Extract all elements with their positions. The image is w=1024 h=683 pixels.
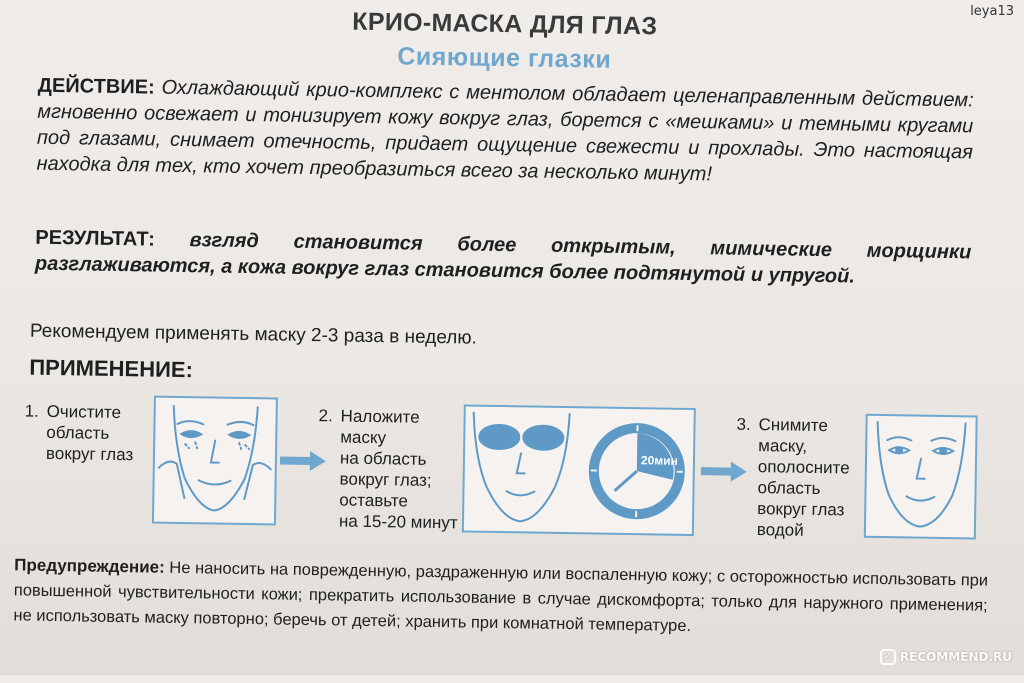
product-title: КРИО-МАСКА ДЛЯ ГЛАЗ — [5, 2, 1005, 47]
step-line: маску — [340, 427, 459, 450]
step-line: водой — [757, 519, 849, 541]
recommend-watermark-text: RECOMMEND.RU — [900, 650, 1012, 664]
step-line: Снимите — [758, 414, 850, 436]
step-line: на область — [340, 448, 459, 471]
user-watermark: leya13 — [970, 4, 1014, 19]
step-line: вокруг глаз — [757, 498, 849, 520]
step-1 — [24, 401, 134, 466]
step-line: вокруг глаз; — [339, 469, 458, 492]
action-text: Охлаждающий крио-комплекс с ментолом обладает целенаправленным действием: мгновенно освежает и тонизирует кожу вокруг глаз, борется с «мешками» и темными кругами под глазами, снимает отечность, придает ощущение свежести и прохлады. Это настоящая находка для тех, кто хочет преобразиться всего за несколько минут! — [36, 77, 973, 186]
step-line: область — [46, 422, 134, 444]
recommend-watermark — [880, 649, 1012, 665]
recommend-logo-icon: ✓ — [880, 649, 896, 665]
step-text — [339, 406, 460, 534]
step-line: на 15-20 минут — [339, 510, 458, 533]
warning-text: Не наносить на поврежденную, раздраженную или воспаленную кожу; с осторожностью использовать при повышенной чувствительности кожи; прекратить использование в случае дискомфорта; только для наружного применения; не использовать маску повторно; беречь от детей; хранить при комнатной температуре. — [13, 559, 988, 635]
step-line: Наложите — [340, 406, 459, 429]
action-section — [36, 73, 974, 192]
step-number: 3. — [736, 414, 751, 435]
step-2 — [317, 405, 460, 533]
timer-icon — [584, 418, 690, 524]
step-line: вокруг глаз — [46, 443, 134, 465]
result-section — [35, 225, 972, 292]
timer-label: 20мин — [641, 453, 678, 468]
step-line: область — [757, 477, 849, 499]
face-cleansing-icon — [154, 398, 276, 524]
usage-heading: ПРИМЕНЕНИЕ: — [29, 355, 193, 384]
step-text — [46, 401, 134, 465]
step-line: ополосните — [758, 456, 850, 478]
step-line: маску, — [758, 435, 850, 457]
face-cleansing-illustration — [152, 396, 278, 526]
face-mask-timer-illustration — [462, 404, 696, 536]
step-line: Очистите — [47, 401, 135, 423]
action-label: ДЕЙСТВИЕ: — [38, 75, 155, 99]
recommendation-text: Рекомендуем применять маску 2-3 раза в неделю. — [30, 321, 477, 350]
step-text — [757, 414, 851, 541]
face-clean-illustration — [864, 414, 978, 540]
step-number: 2. — [318, 405, 333, 426]
warning-section — [13, 552, 988, 643]
face-clean-icon — [866, 416, 976, 538]
product-subtitle: Сияющие глазки — [4, 36, 1004, 81]
step-number: 1. — [25, 401, 40, 422]
result-label: РЕЗУЛЬТАТ: — [35, 227, 155, 251]
result-text: взгляд становится более открытым, мимические морщинки разглаживаются, а кожа вокруг глаз становится более подтянутой и упругой. — [35, 229, 972, 287]
warning-label: Предупреждение: — [14, 555, 165, 576]
step-line: оставьте — [339, 489, 458, 512]
step-3 — [735, 414, 851, 542]
